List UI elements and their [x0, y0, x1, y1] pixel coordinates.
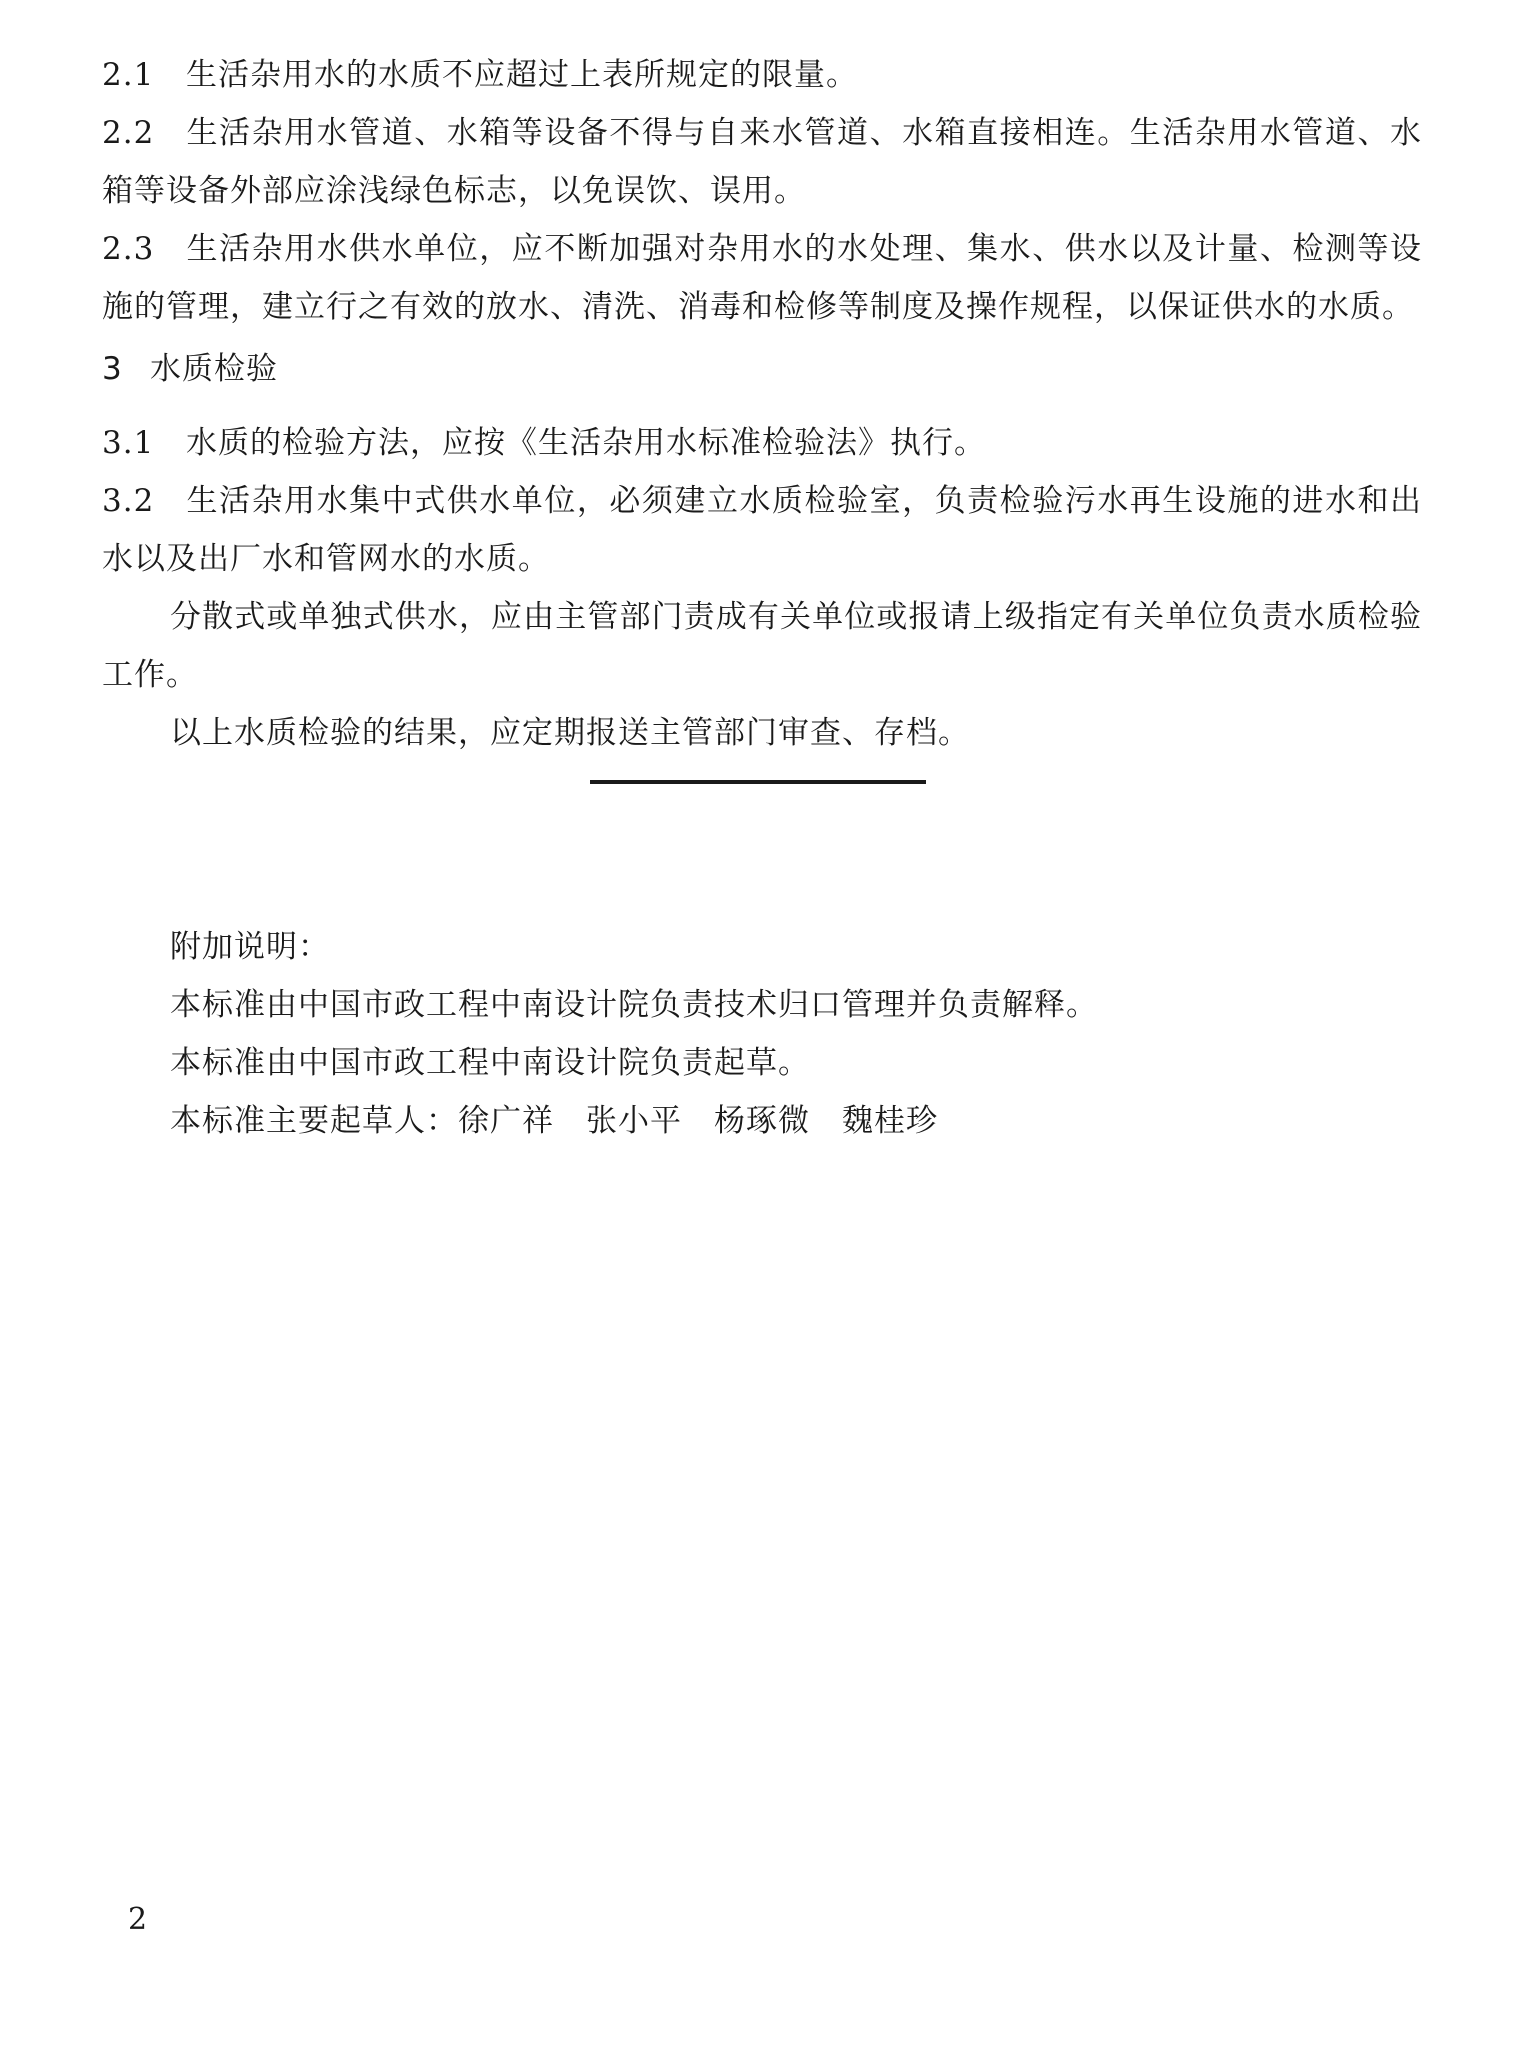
- paragraph-decentralized-supply: 分散式或单独式供水，应由主管部门责成有关单位或报请上级指定有关单位负责水质检验工作。: [102, 599, 1422, 693]
- page-number: 2: [128, 1902, 148, 1937]
- paragraph-results-report: 以上水质检验的结果，应定期报送主管部门审查、存档。: [170, 715, 970, 751]
- notes-line: 本标准主要起草人：徐广祥 张小平 杨琢微 魏桂珍: [170, 1103, 938, 1139]
- clause-text: 生活杂用水集中式供水单位，必须建立水质检验室，负责检验污水再生设施的进水和出水以及出厂水和管网水的水质。: [102, 483, 1422, 577]
- notes-line: 本标准由中国市政工程中南设计院负责起草。: [170, 1045, 810, 1081]
- clause-text: 生活杂用水的水质不应超过上表所规定的限量。: [186, 57, 858, 93]
- section-number: 3: [102, 351, 123, 387]
- clause-text: 生活杂用水供水单位，应不断加强对杂用水的水处理、集水、供水以及计量、检测等设施的管理，建立行之有效的放水、清洗、消毒和检修等制度及操作规程，以保证供水的水质。: [102, 231, 1422, 325]
- clause-text: 水质的检验方法，应按《生活杂用水标准检验法》执行。: [186, 425, 986, 461]
- clause-number: 2.1: [102, 57, 155, 93]
- clause-2-2: [102, 104, 1422, 220]
- clause-3-1: [102, 414, 1422, 472]
- clause-text: 生活杂用水管道、水箱等设备不得与自来水管道、水箱直接相连。生活杂用水管道、水箱等设备外部应涂浅绿色标志，以免误饮、误用。: [102, 115, 1422, 209]
- clause-2-3: [102, 220, 1422, 336]
- clause-2-1: [102, 46, 1422, 104]
- clause-3-2: [102, 472, 1422, 588]
- section-title: 水质检验: [150, 351, 278, 387]
- additional-notes: [170, 918, 1370, 1150]
- clause-number: 2.2: [102, 115, 155, 151]
- clause-number: 2.3: [102, 231, 155, 267]
- notes-line: 本标准由中国市政工程中南设计院负责技术归口管理并负责解释。: [170, 987, 1098, 1023]
- notes-title: 附加说明：: [170, 929, 330, 965]
- end-divider: [590, 780, 926, 784]
- clause-number: 3.2: [102, 483, 155, 519]
- section-heading-3: [102, 340, 278, 398]
- clause-number: 3.1: [102, 425, 155, 461]
